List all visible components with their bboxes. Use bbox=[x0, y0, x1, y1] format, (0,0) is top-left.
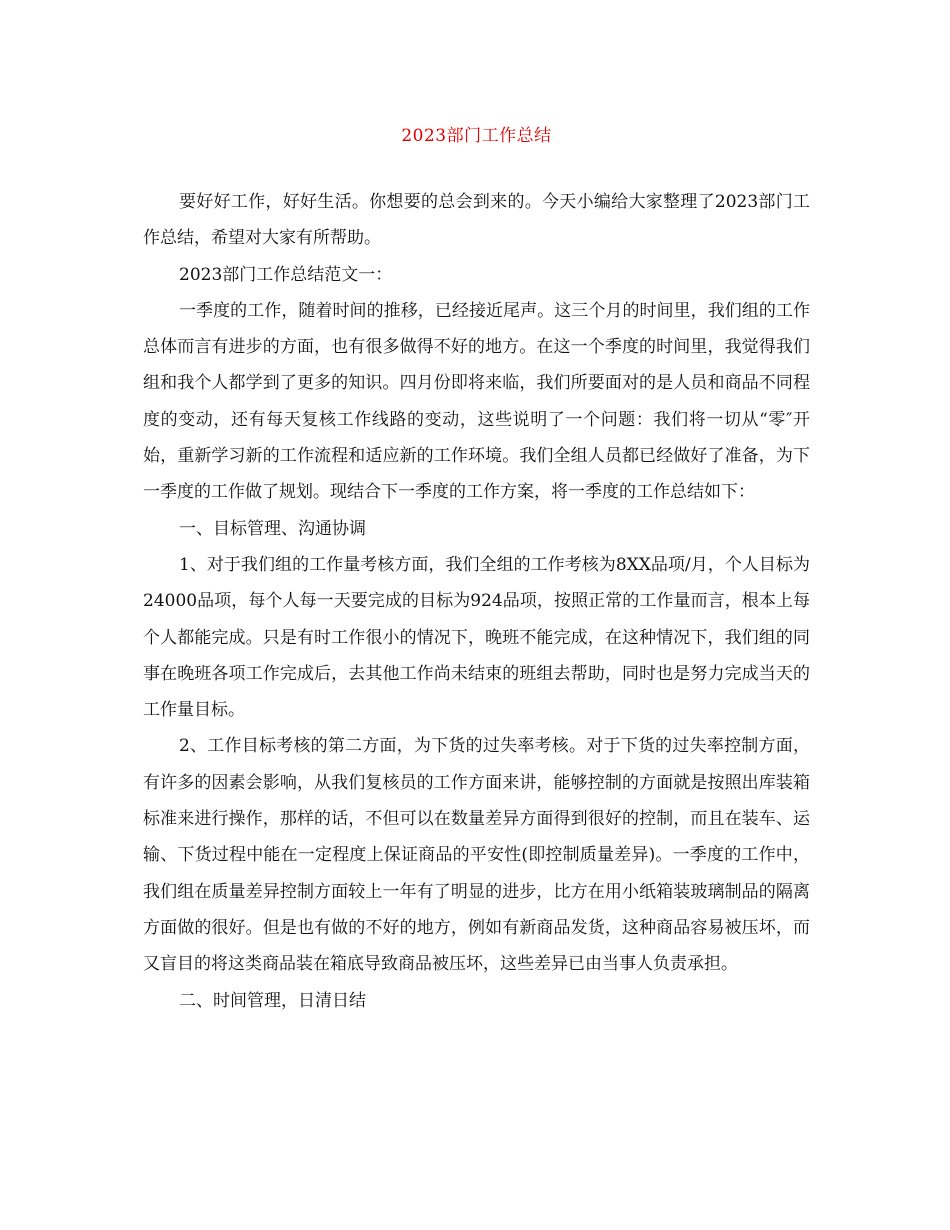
document-body bbox=[143, 184, 810, 1019]
intro-paragraph: 要好好工作，好好生活。你想要的总会到来的。今天小编给大家整理了2023部门工作总结，希望对大家有所帮助。 bbox=[143, 192, 810, 249]
body-paragraph: 一季度的工作，随着时间的推移，已经接近尾声。这三个月的时间里，我们组的工作总体而言有进步的方面，也有很多做得不好的地方。在这一个季度的时间里，我觉得我们组和我个人都学到了更多的知识。四月份即将来临，我们所要面对的是人员和商品不同程度的变动，还有每天复核工作线路的变动，这些说明了一个问题：我们将一切从“零″开始，重新学习新的工作流程和适应新的工作环境。我们全组人员都已经做好了准备，为下一季度的工作做了规划。现结合下一季度的工作方案，将一季度的工作总结如下： bbox=[143, 300, 810, 503]
section-heading-target-management: 一、目标管理、沟通协调 bbox=[179, 518, 366, 539]
body-paragraph: 2、工作目标考核的第二方面，为下货的过失率考核。对于下货的过失率控制方面，有许多的因素会影响，从我们复核员的工作方面来讲，能够控制的方面就是按照出库装箱标准来进行操作，那样的话，不但可以在数量差异方面得到很好的控制，而且在装车、运输、下货过程中能在一定程度上保证商品的平安性(即控制质量差异)。一季度的工作中，我们组在质量差异控制方面较上一年有了明显的进步，比方在用小纸箱装玻璃制品的隔离方面做的很好。但是也有做的不好的地方，例如有新商品发货，这种商品容易被压坏，而又盲目的将这类商品装在箱底导致商品被压坏，这些差异已由当事人负责承担。 bbox=[143, 736, 810, 975]
document-title: 2023部门工作总结 bbox=[401, 126, 552, 146]
section-heading-example-one: 2023部门工作总结范文一： bbox=[179, 264, 393, 285]
body-paragraph: 1、对于我们组的工作量考核方面，我们全组的工作考核为8XX品项/月，个人目标为24000品项，每个人每一天要完成的目标为924品项，按照正常的工作量而言，根本上每个人都能完成。只是有时工作很小的情况下，晚班不能完成，在这种情况下，我们组的同事在晚班各项工作完成后，去其他工作尚未结束的班组去帮助，同时也是努力完成当天的工作量目标。 bbox=[143, 554, 810, 721]
section-heading-time-management: 二、时间管理，日清日结 bbox=[179, 990, 366, 1011]
